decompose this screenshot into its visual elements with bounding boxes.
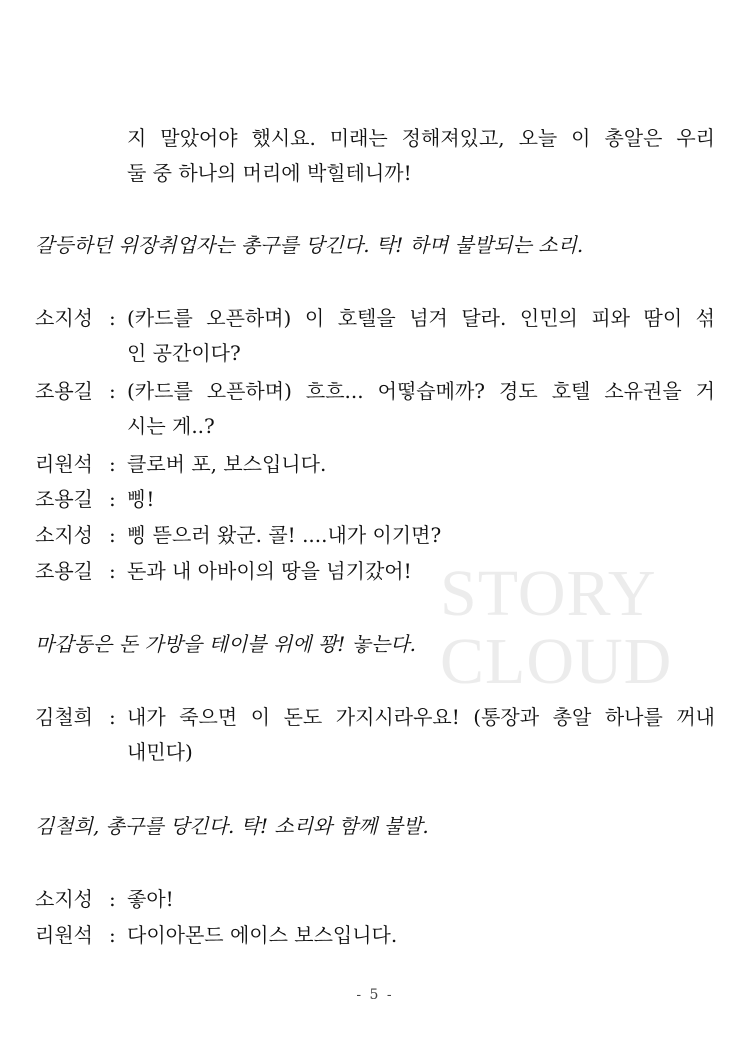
speaker-name: 소지성 [35, 306, 93, 330]
stage-direction: 갈등하던 위장취업자는 총구를 당긴다. 탁! 하며 불발되는 소리. [35, 233, 584, 257]
dialogue-line: 클로버 포, 보스입니다. [127, 452, 327, 476]
dialogue-line: 내가 죽으면 이 돈도 가지시라우요! (통장과 총알 하나를 꺼내 [127, 705, 715, 729]
speaker-colon: : [109, 306, 116, 330]
speaker-colon: : [109, 705, 116, 729]
dialogue-line: (카드를 오픈하며) 흐흐... 어떻습메까? 경도 호텔 소유권을 거 [127, 379, 715, 403]
watermark-line-2: CLOUD [440, 625, 673, 698]
dialogue-line: (카드를 오픈하며) 이 호텔을 넘겨 달라. 인민의 피와 땀이 섞 [127, 306, 715, 330]
speaker-colon: : [109, 523, 116, 547]
watermark-line-1: STORY [440, 557, 657, 630]
speaker-name: 소지성 [35, 523, 93, 547]
dialogue-continuation-line-1: 지 말았어야 했시요. 미래는 정해져있고, 오늘 이 총알은 우리 [127, 126, 715, 150]
stage-direction: 김철희, 총구를 당긴다. 탁! 소리와 함께 불발. [35, 814, 429, 838]
speaker-colon: : [109, 379, 116, 403]
dialogue-line: 인 공간이다? [127, 341, 241, 365]
speaker-colon: : [109, 923, 116, 947]
dialogue-line: 내민다) [127, 740, 193, 764]
dialogue-line: 삥 뜯으러 왔군. 콜! ....내가 이기면? [127, 523, 442, 547]
speaker-colon: : [109, 887, 116, 911]
dialogue-continuation-line-2: 둘 중 하나의 머리에 박힐테니까! [127, 161, 412, 185]
speaker-name: 소지성 [35, 887, 93, 911]
speaker-name: 리원석 [35, 923, 93, 947]
speaker-colon: : [109, 559, 116, 583]
speaker-name: 김철희 [35, 705, 93, 729]
page-number: - 5 - [356, 987, 394, 1003]
speaker-name: 조용길 [35, 487, 93, 511]
stage-direction: 마갑동은 돈 가방을 테이블 위에 꽝! 놓는다. [35, 632, 416, 656]
dialogue-line: 삥! [127, 487, 155, 511]
watermark [440, 557, 740, 698]
dialogue-line: 돈과 내 아바이의 땅을 넘기갔어! [127, 559, 412, 583]
speaker-name: 조용길 [35, 379, 93, 403]
dialogue-line: 다이아몬드 에이스 보스입니다. [127, 923, 398, 947]
speaker-colon: : [109, 487, 116, 511]
speaker-name: 조용길 [35, 559, 93, 583]
dialogue-line: 시는 게..? [127, 414, 215, 438]
dialogue-line: 좋아! [127, 887, 174, 911]
speaker-name: 리원석 [35, 452, 93, 476]
speaker-colon: : [109, 452, 116, 476]
